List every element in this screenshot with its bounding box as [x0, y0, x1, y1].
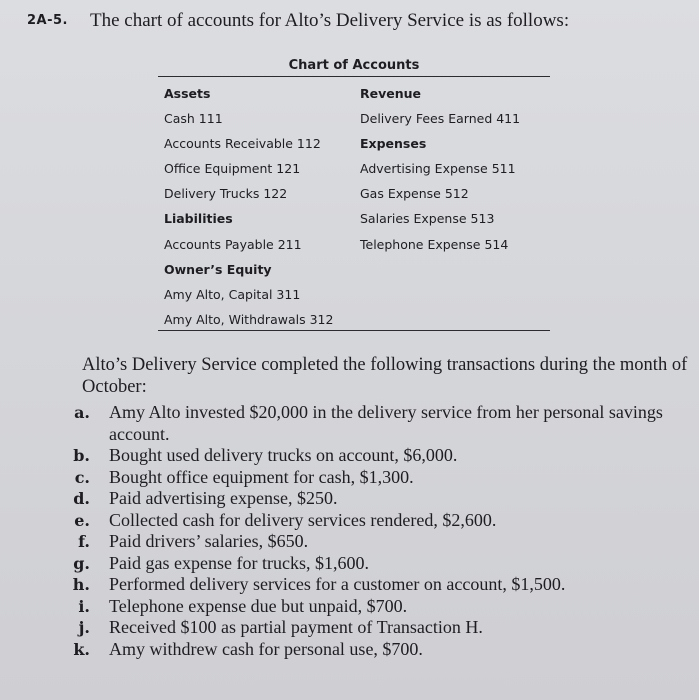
transaction-text: Amy withdrew cash for personal use, $700. [109, 638, 423, 659]
account-entry: Accounts Receivable 112 [164, 136, 321, 152]
account-entry: Delivery Trucks 122 [164, 186, 288, 202]
transaction-letter: f. [78, 532, 90, 551]
transactions-list [60, 402, 690, 660]
transaction-letter: j. [78, 618, 90, 637]
transaction-letter: d. [73, 489, 90, 508]
account-category-heading: Revenue [360, 86, 422, 101]
account-category-heading: Owner’s Equity [164, 261, 272, 277]
transaction-text: Received $100 as partial payment of Transaction H. [109, 617, 483, 637]
transaction-text: Performed delivery services for a customer on account, $1,500. [109, 574, 566, 594]
top-rule [158, 76, 550, 77]
account-entry: Salaries Expense 513 [360, 211, 495, 227]
transaction-item [60, 617, 690, 639]
transaction-item [60, 531, 690, 553]
account-category-heading: Liabilities [164, 211, 233, 227]
account-entry: Gas Expense 512 [360, 186, 469, 202]
transaction-item [60, 596, 690, 618]
account-category-heading: Assets [164, 86, 211, 101]
account-entry: Amy Alto, Capital 311 [164, 286, 301, 302]
account-entry: Delivery Fees Earned 411 [360, 111, 521, 127]
transaction-letter: b. [73, 446, 90, 465]
transaction-letter: c. [74, 467, 90, 487]
problem-number: 2A-5. [27, 13, 68, 28]
transaction-item [60, 488, 690, 510]
transaction-item [60, 510, 690, 532]
account-entry: Office Equipment 121 [164, 161, 301, 177]
transaction-letter: g. [73, 553, 90, 573]
problem-intro: The chart of accounts for Alto’s Delivery Service is as follows: [90, 10, 570, 31]
chart-of-accounts [158, 55, 550, 335]
transaction-text: Bought used delivery trucks on account, $6,000. [109, 445, 458, 465]
account-entry: Advertising Expense 511 [360, 161, 516, 177]
transaction-text: Bought office equipment for cash, $1,300. [109, 466, 414, 487]
transaction-text: Paid advertising expense, $250. [109, 488, 338, 508]
transaction-text: Amy Alto invested $20,000 in the delivery service from her personal savings account. [109, 402, 663, 444]
accounts-left-column [164, 84, 333, 335]
transaction-item [60, 467, 690, 489]
transaction-letter: h. [72, 575, 90, 594]
account-entry: Amy Alto, Withdrawals 312 [164, 311, 334, 327]
account-entry: Accounts Payable 211 [164, 236, 302, 252]
transactions-intro: Alto’s Delivery Service completed the following transactions during the month of October: [82, 355, 688, 397]
transaction-letter: e. [74, 510, 90, 530]
transaction-text: Collected cash for delivery services rendered, $2,600. [109, 509, 497, 530]
transaction-letter: k. [73, 639, 90, 659]
transaction-item [60, 445, 690, 467]
transaction-letter: a. [74, 403, 90, 422]
transaction-item [60, 402, 690, 445]
transaction-item [60, 574, 690, 596]
chart-of-accounts-title: Chart of Accounts [288, 58, 420, 73]
transaction-text: Paid drivers’ salaries, $650. [109, 531, 309, 551]
transaction-item [60, 553, 690, 575]
account-entry: Telephone Expense 514 [360, 236, 509, 252]
transaction-text: Telephone expense due but unpaid, $700. [109, 595, 408, 616]
bottom-rule [158, 330, 550, 331]
account-entry: Cash 111 [164, 111, 223, 127]
transaction-letter: i. [78, 596, 90, 616]
transaction-item [60, 639, 690, 661]
accounts-right-column [360, 84, 520, 260]
account-category-heading: Expenses [360, 136, 427, 152]
transaction-text: Paid gas expense for trucks, $1,600. [109, 552, 369, 573]
